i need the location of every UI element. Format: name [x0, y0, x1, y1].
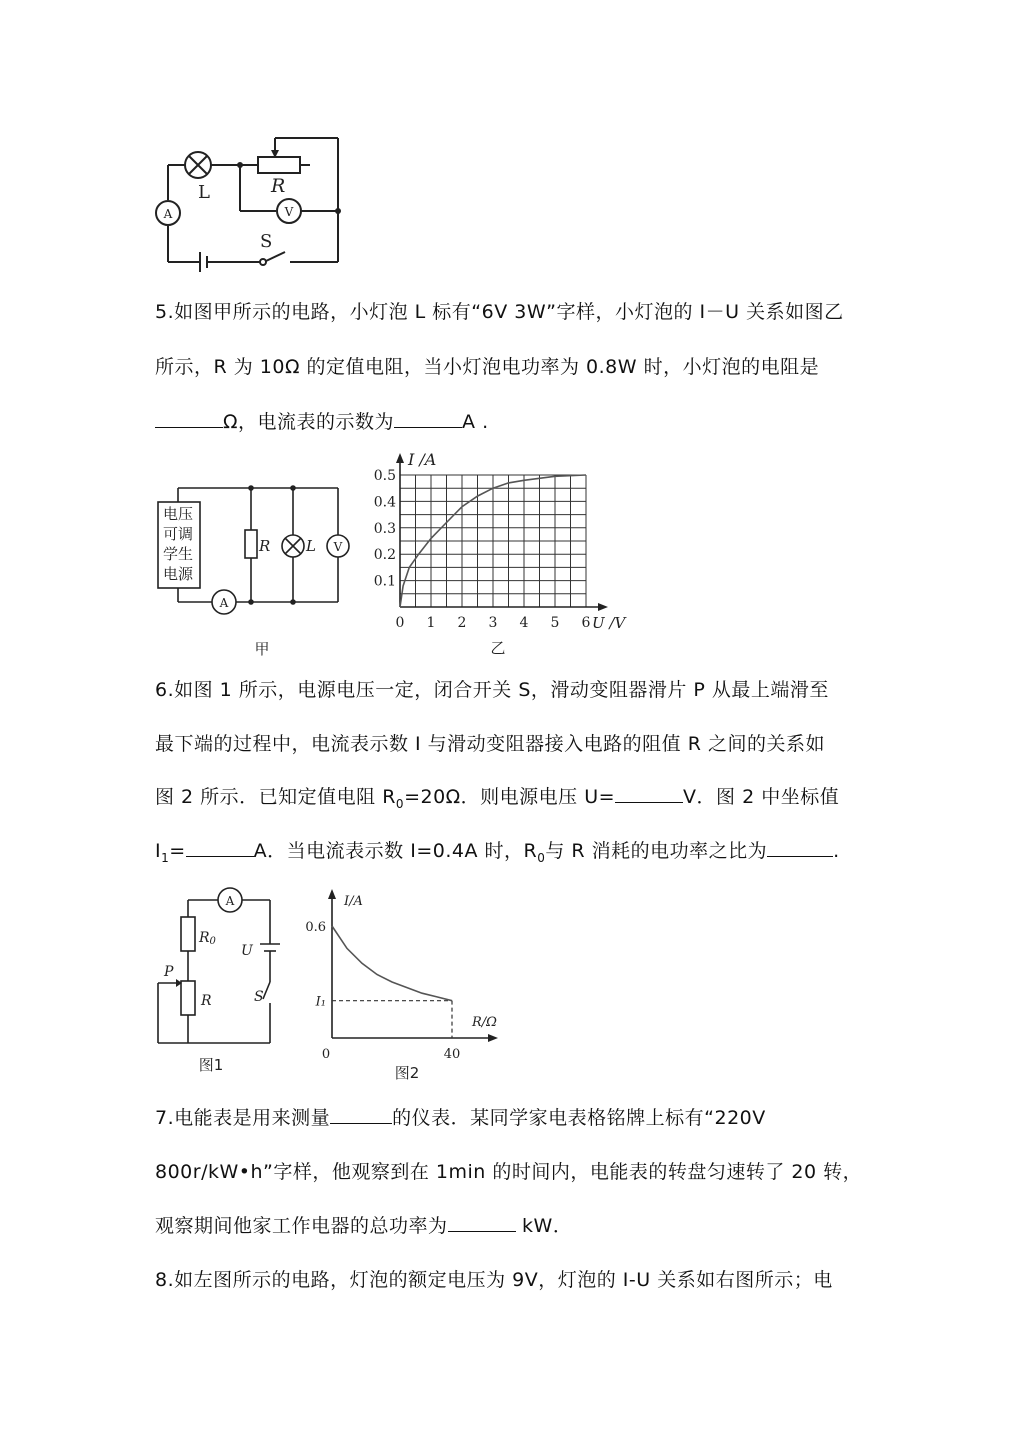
lamp-label: L [198, 182, 210, 203]
q6-line-3: 图 2 所示．已知定值电阻 $R_0=20\Omega$．则电源电压 U= V．图 2 中坐标值 [155, 786, 840, 811]
svg-text:R0: R0 [199, 930, 216, 947]
x-tick-label: 0 [321, 1047, 331, 1062]
fig6-circuit [150, 885, 290, 1080]
fig6-ammeter-label: A [225, 894, 235, 908]
q6-line-4: $I_1= A$．当电流表示数 I=0.4A 时，$R_0$与 R 消耗的电功率之比为 . [155, 840, 840, 865]
answer-blank[interactable] [767, 855, 833, 857]
q6-line-2: 最下端的过程中，电流表示数 I 与滑动变阻器接入电路的阻值 R 之间的关系如 [155, 733, 825, 755]
fig5-caption-jia: 甲 [254, 640, 270, 658]
ir-curve [332, 926, 452, 1001]
chart1-xlabel: U /V [592, 614, 626, 632]
y-tick-label: 0.4 [373, 494, 396, 511]
chart2-ylabel: I/A [344, 894, 363, 909]
fig6-caption-2: 图2 [394, 1064, 420, 1082]
fig6-r0-label: R [199, 930, 210, 946]
y-tick-label: 0.3 [373, 520, 396, 537]
q5-line-3: Ω，电流表的示数为 A . [155, 407, 489, 434]
x-tick-label: 2 [457, 615, 467, 631]
y-tick-label: 0.1 [373, 573, 396, 590]
fig6-ir-chart [300, 885, 510, 1085]
fig6-r-label: R [201, 993, 212, 1009]
x-tick-label: 3 [488, 615, 498, 631]
x-tick-label: 6 [581, 615, 591, 631]
q8-line-1: 8.如左图所示的电路，灯泡的额定电压为 9V，灯泡的 I-U 关系如右图所示；电 [155, 1269, 833, 1291]
resistor-label: R [271, 175, 286, 197]
answer-blank[interactable] [615, 801, 683, 803]
y-tick-label: 0.5 [373, 468, 396, 484]
y-tick-label: I₁ [315, 994, 326, 1010]
fig5-r-label: R [259, 537, 271, 555]
chart1-ylabel: I /A [408, 450, 437, 469]
fig5-circuit [150, 480, 360, 670]
fig5-iu-chart [360, 445, 650, 660]
q7-line-1: 7.电能表是用来测量 的仪表．某同学家电表格铭牌上标有“220V [155, 1107, 766, 1129]
top-circuit-diagram [150, 130, 350, 280]
fig6-s-label: S [254, 989, 264, 1005]
ammeter-label: A [163, 207, 173, 221]
x-tick-label: 0 [395, 615, 405, 631]
answer-blank[interactable] [155, 426, 223, 428]
fig5-v-label: V [333, 540, 343, 554]
chart2-xlabel: R/Ω [472, 1015, 497, 1030]
y-tick-label: 0.2 [373, 547, 396, 564]
answer-blank[interactable] [186, 855, 254, 857]
fig6-caption-1: 图1 [198, 1056, 224, 1074]
fig5-caption-yi: 乙 [490, 639, 506, 657]
x-tick-label: 5 [550, 615, 560, 631]
x-tick-label: 1 [426, 615, 436, 631]
fig6-u-label: U [241, 943, 253, 959]
fig5-l-label: L [306, 537, 316, 555]
q5-line-1: 5.如图甲所示的电路，小灯泡 L 标有“6V 3W”字样，小灯泡的 I－U 关系如图乙 [155, 301, 844, 323]
q6-line-1: 6.如图 1 所示，电源电压一定，闭合开关 S，滑动变阻器滑片 P 从最上端滑至 [155, 679, 829, 701]
switch-label: S [260, 231, 273, 252]
answer-blank[interactable] [448, 1230, 516, 1232]
fig5-a-label: A [219, 596, 229, 610]
x-tick-label: 4 [519, 615, 529, 631]
answer-blank[interactable] [330, 1122, 392, 1124]
answer-blank[interactable] [394, 426, 462, 428]
q5-line-2: 所示，R 为 10Ω 的定值电阻，当小灯泡电功率为 0.8W 时，小灯泡的电阻是 [155, 356, 820, 378]
y-tick-label: 0.6 [305, 920, 326, 935]
power-source-box: 电压可调学生电源 [163, 505, 194, 583]
voltmeter-label: V [284, 205, 294, 219]
q7-line-3: 观察期间他家工作电器的总功率为 kW． [155, 1215, 573, 1237]
q7-line-2: 800r/kW•h”字样，他观察到在 1min 的时间内，电能表的转盘匀速转了 20 转， [155, 1161, 863, 1183]
fig6-p-label: P [164, 964, 174, 980]
x-tick-label: 40 [443, 1047, 461, 1062]
